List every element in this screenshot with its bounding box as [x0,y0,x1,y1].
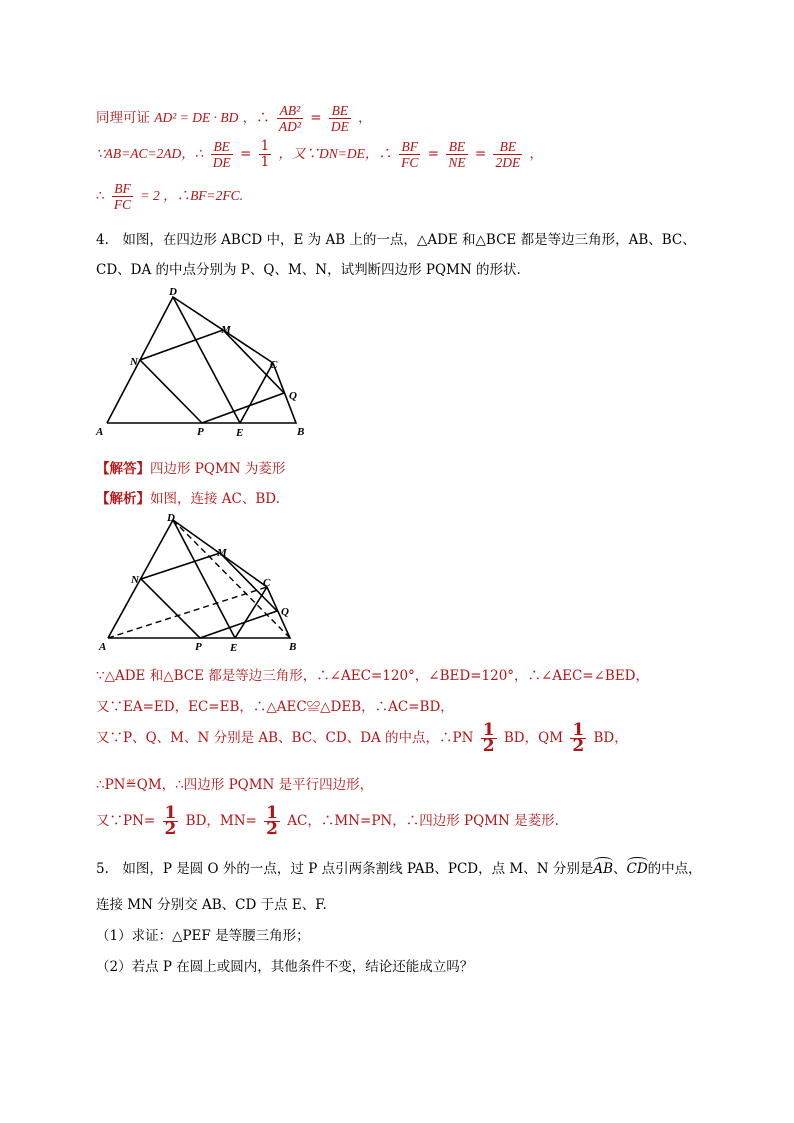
fraction: $\frac{BE}{DE}$ [330,103,349,134]
q4-analysis: 【解析】如图，连接 AC、BD. [96,491,280,507]
analysis-tag: 【解析】 [96,491,150,507]
q5-part-1: （1）求证：△PEF 是等腰三角形； [96,928,310,944]
q4-solution-line-2: 又∵EA=ED，EC=EB，∴△AEC≌△DEB，∴AC=BD， [96,699,454,715]
half-fraction: $\frac{1}{2}$ [482,720,495,756]
q4-solution-line-1: ∵△ADE 和△BCE 都是等边三角形，∴∠AEC=120°，∠BED=120°，∴∠AEC=∠BED， [96,668,649,684]
half-fraction: $\frac{1}{2}$ [164,803,177,839]
q4-text-line-1: 4. 如图，在四边形 ABCD 中，E 为 AB 上的一点，△ADE 和△BCE 都是等边三角形，AB、BC、 [96,232,696,248]
q4-solution-line-4: ∴PN≝QM，∴四边形 PQMN 是平行四边形， [96,777,374,793]
q5-text-line-2: 连接 MN 分别交 AB、CD 于点 E、F. [96,897,327,913]
fig2-label-m: M [217,547,227,559]
fig1-label-d: D [169,287,177,298]
fig1-label-a: A [96,426,104,437]
fig1-label-n: N [130,356,138,368]
arc-cd: CD [626,861,648,877]
q4-text-line-2: CD、DA 的中点分别为 P、Q、M、N，试判断四边形 PQMN 的形状. [96,262,521,278]
fig1-label-e: E [236,427,244,437]
fig2-label-p: P [195,641,202,652]
fig1-label-c: C [270,359,278,371]
fig2-label-e: E [230,642,238,652]
fig1-label-m: M [221,324,231,336]
fraction: $\frac{\text{AB²}}{\text{AD²}}$ [278,103,301,134]
fig1-label-p: P [197,426,204,437]
q4-solution-line-3: 又∵P、Q、M、N 分别是 AB、BC、CD、DA 的中点，∴PN $\frac{1}{2}$ BD，QM $\frac{1}{2}$ BD， [96,720,628,756]
fraction: $\frac{BE}{DE}$ [212,139,231,170]
fig2-label-q: Q [281,606,289,618]
fig2-label-n: N [131,574,139,586]
fig2-label-b: B [289,641,297,652]
q4-figure-2 [96,512,326,652]
arc-ab: AB [593,861,614,877]
fraction: $\frac{BF}{FC}$ [113,181,132,212]
prev-solution-line-1: 同理可证 AD² = DE · BD ，∴ $\frac{\text{AB²}}{\text{AD²}}$ = $\frac{BE}{DE}$ ， [96,103,372,134]
fraction: $\frac{BE}{NE}$ [448,139,466,170]
fig1-label-b: B [297,426,305,437]
q4-solution-line-5: 又∵PN= $\frac{1}{2}$ BD，MN= $\frac{1}{2}$ AC，∴MN=PN，∴四边形 PQMN 是菱形. [96,803,559,839]
q5-part-2: （2）若点 P 在圆上或圆内，其他条件不变，结论还能成立吗？ [96,959,474,975]
fig2-label-c: C [263,577,271,589]
q4-figure-1 [90,287,320,437]
fig1-label-q: Q [289,390,297,402]
q4-answer: 【解答】四边形 PQMN 为菱形 [96,461,286,477]
half-fraction: $\frac{1}{2}$ [572,720,585,756]
prev-solution-line-2: ∵AB=AC=2AD，∴ $\frac{BE}{DE}$ = $\frac{1}{1}$ ，又∵DN=DE，∴ $\frac{BF}{FC}$ = $\frac{BE}{NE}$ = $\frac{BE}{2DE}$ ， [96,138,544,170]
q5-text-line-1: 5. 如图，P 是圆 O 外的一点，过 P 点引两条割线 PAB、PCD，点 M、N 分别是AB、CD的中点， [96,861,702,877]
fraction: $\frac{BF}{FC}$ [401,139,419,170]
prev-solution-line-3: ∴ $\frac{BF}{FC}$ = 2 ，∴BF=2FC. [96,181,244,212]
fraction: $\frac{1}{1}$ [260,138,270,170]
fig2-label-a: A [99,641,107,652]
answer-tag: 【解答】 [96,461,150,477]
fig2-label-d: D [167,512,175,524]
fraction: $\frac{BE}{2DE}$ [495,139,521,170]
half-fraction: $\frac{1}{2}$ [266,803,278,839]
